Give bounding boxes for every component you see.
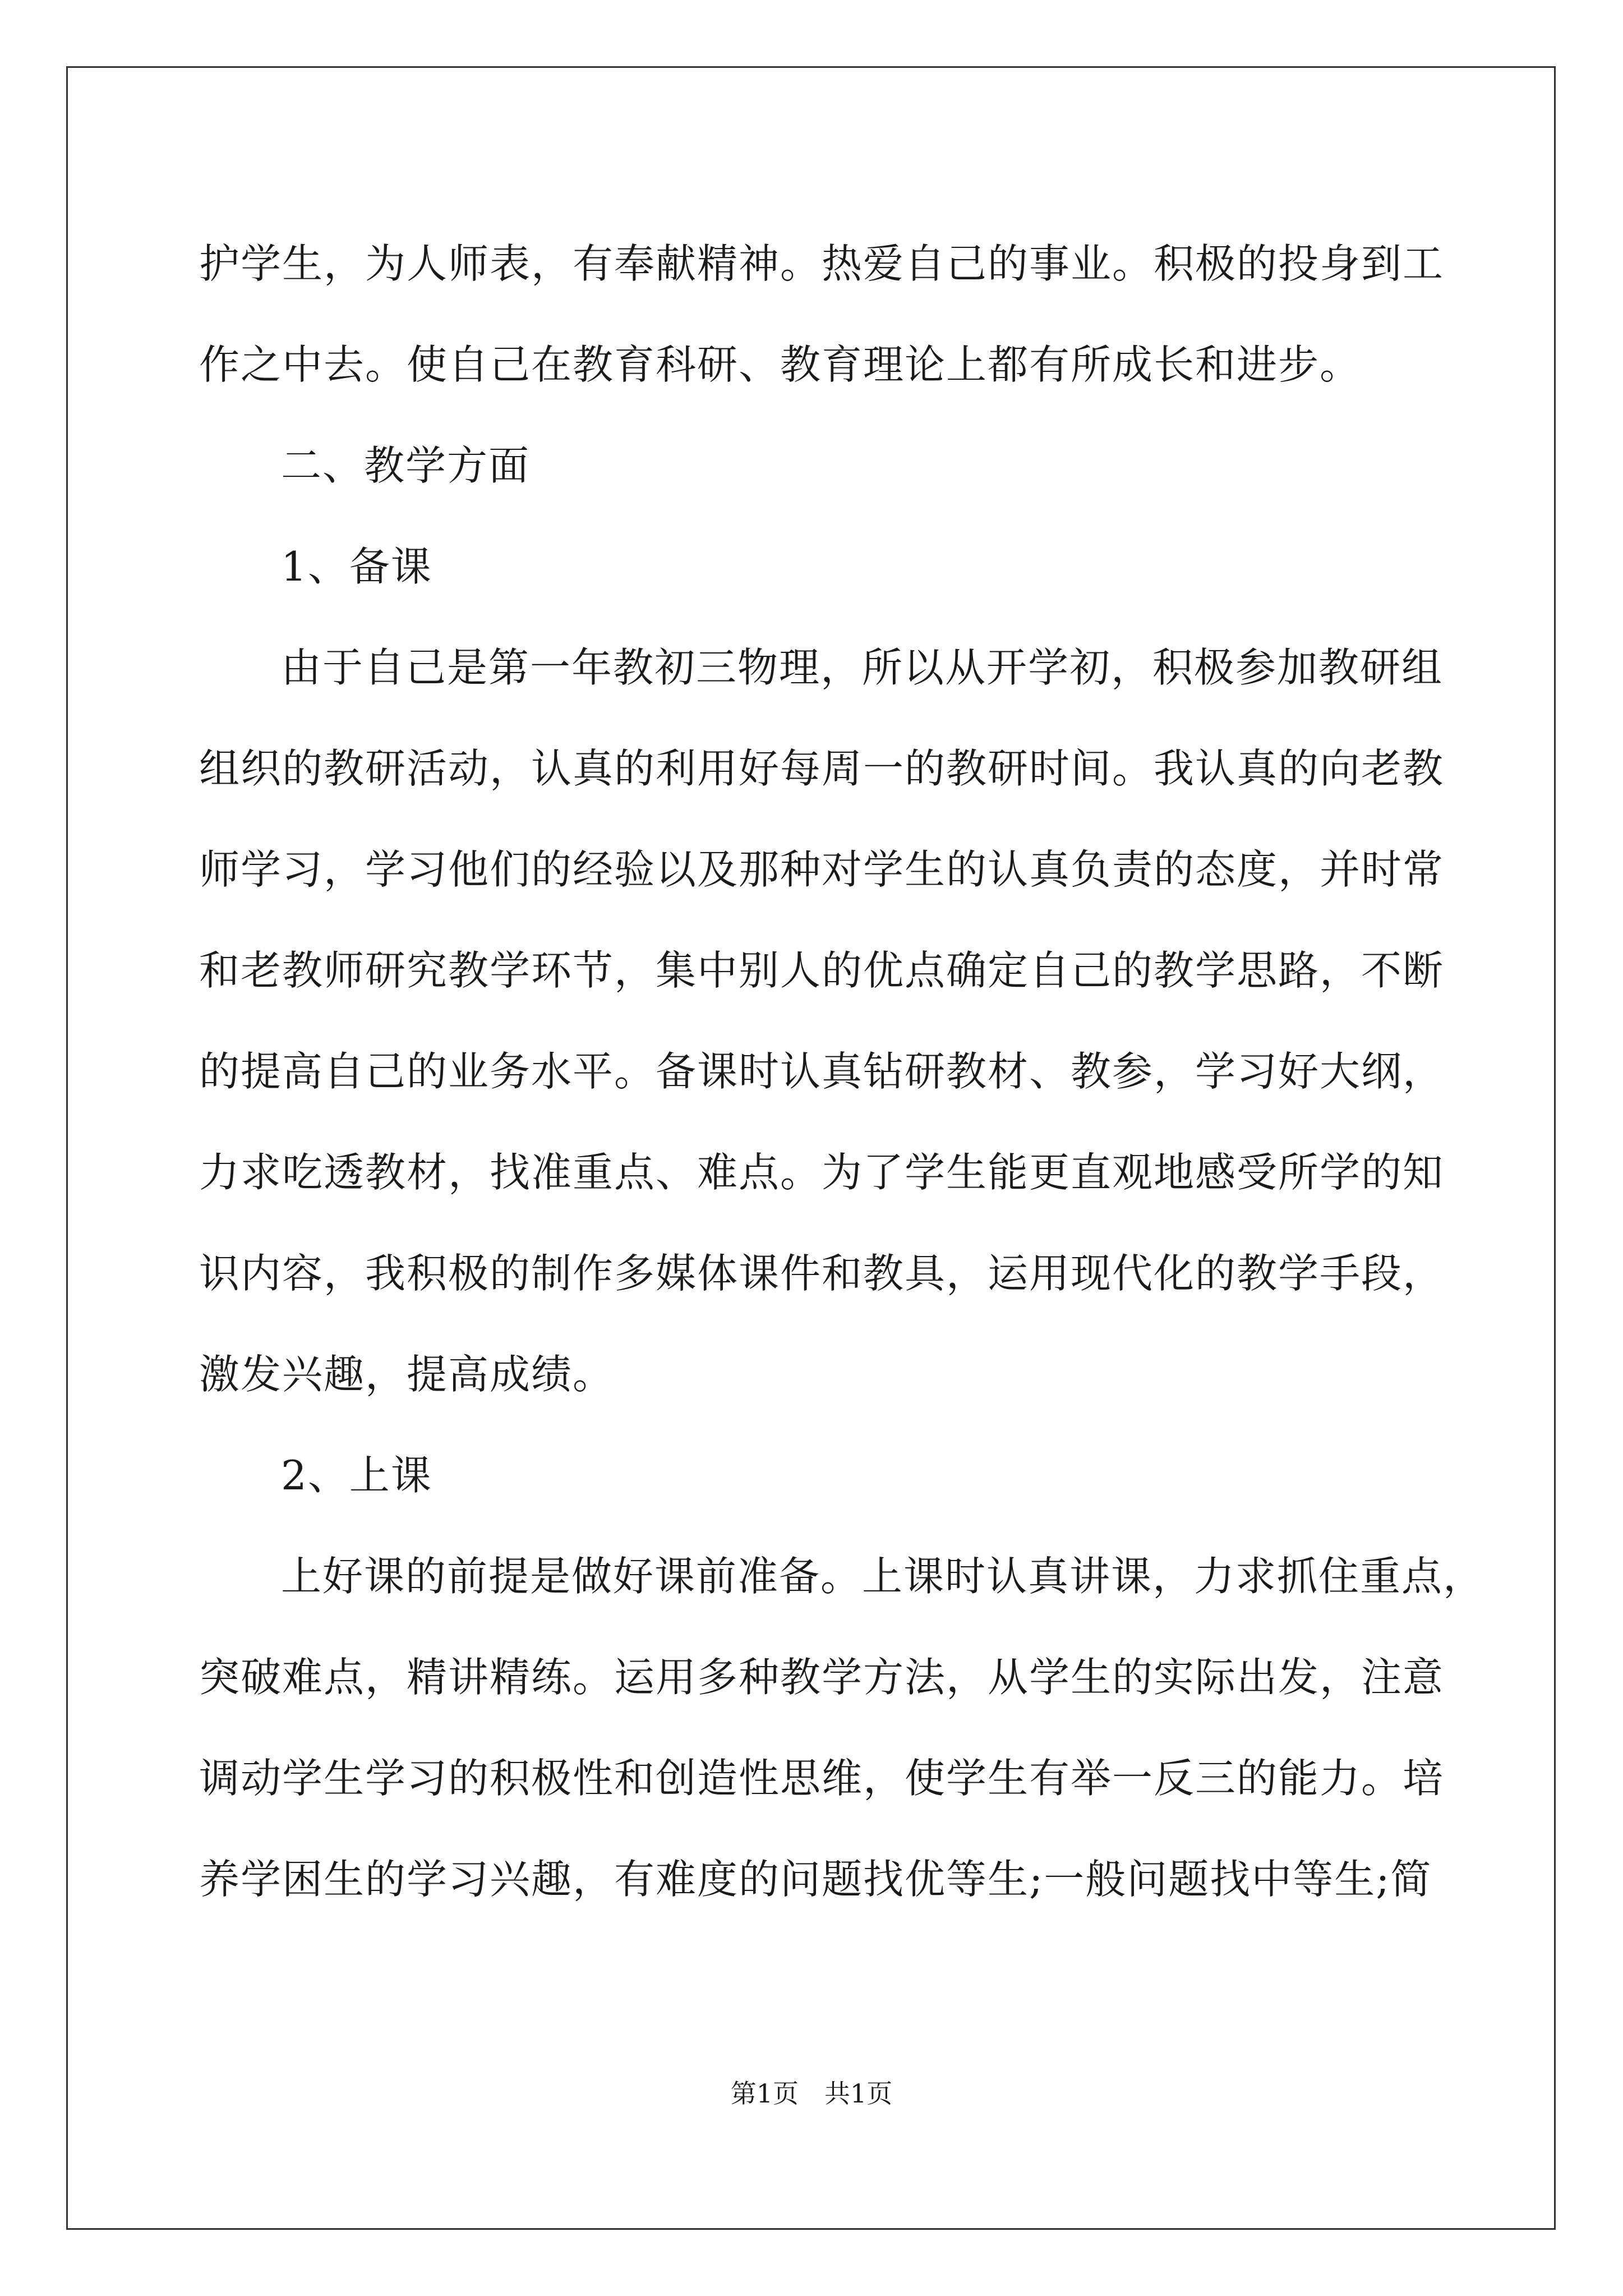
text-line: 突破难点，精讲精练。运用多种教学方法，从学生的实际出发，注意: [199, 1654, 1445, 1701]
subsection-heading: 2、上课: [281, 1452, 432, 1499]
text-line: 师学习，学习他们的经验以及那种对学生的认真负责的态度，并时常: [199, 846, 1445, 893]
text-line: 由于自己是第一年教初三物理，所以从开学初，积极参加教研组: [281, 644, 1444, 691]
text-line: 组织的教研活动，认真的利用好每周一的教研时间。我认真的向老教: [199, 745, 1445, 792]
text-line: 作之中去。使自己在教育科研、教育理论上都有所成长和进步。: [199, 341, 1362, 388]
document-body: [199, 213, 1485, 1930]
text-line: 激发兴趣，提高成绩。: [199, 1351, 615, 1398]
subsection-heading: 1、备课: [281, 543, 432, 590]
text-line: 上好课的前提是做好课前准备。上课时认真讲课，力求抓住重点，: [281, 1553, 1485, 1600]
text-line: 识内容，我积极的制作多媒体课件和教具，运用现代化的教学手段，: [199, 1250, 1445, 1297]
text-line: 力求吃透教材，找准重点、难点。为了学生能更直观地感受所学的知: [199, 1149, 1445, 1196]
text-line: 养学困生的学习兴趣，有难度的问题找优等生;一般问题找中等生;简: [199, 1856, 1432, 1903]
section-heading: 二、教学方面: [281, 442, 531, 489]
text-line: 护学生，为人师表，有奉献精神。热爱自己的事业。积极的投身到工: [199, 240, 1445, 287]
text-line: 和老教师研究教学环节，集中别人的优点确定自己的教学思路，不断: [199, 947, 1445, 994]
page-number-footer: 第1页 共1页: [730, 2078, 893, 2109]
text-line: 调动学生学习的积极性和创造性思维，使学生有举一反三的能力。培: [199, 1755, 1445, 1802]
text-line: 的提高自己的业务水平。备课时认真钻研教材、教参，学习好大纲，: [199, 1048, 1445, 1095]
